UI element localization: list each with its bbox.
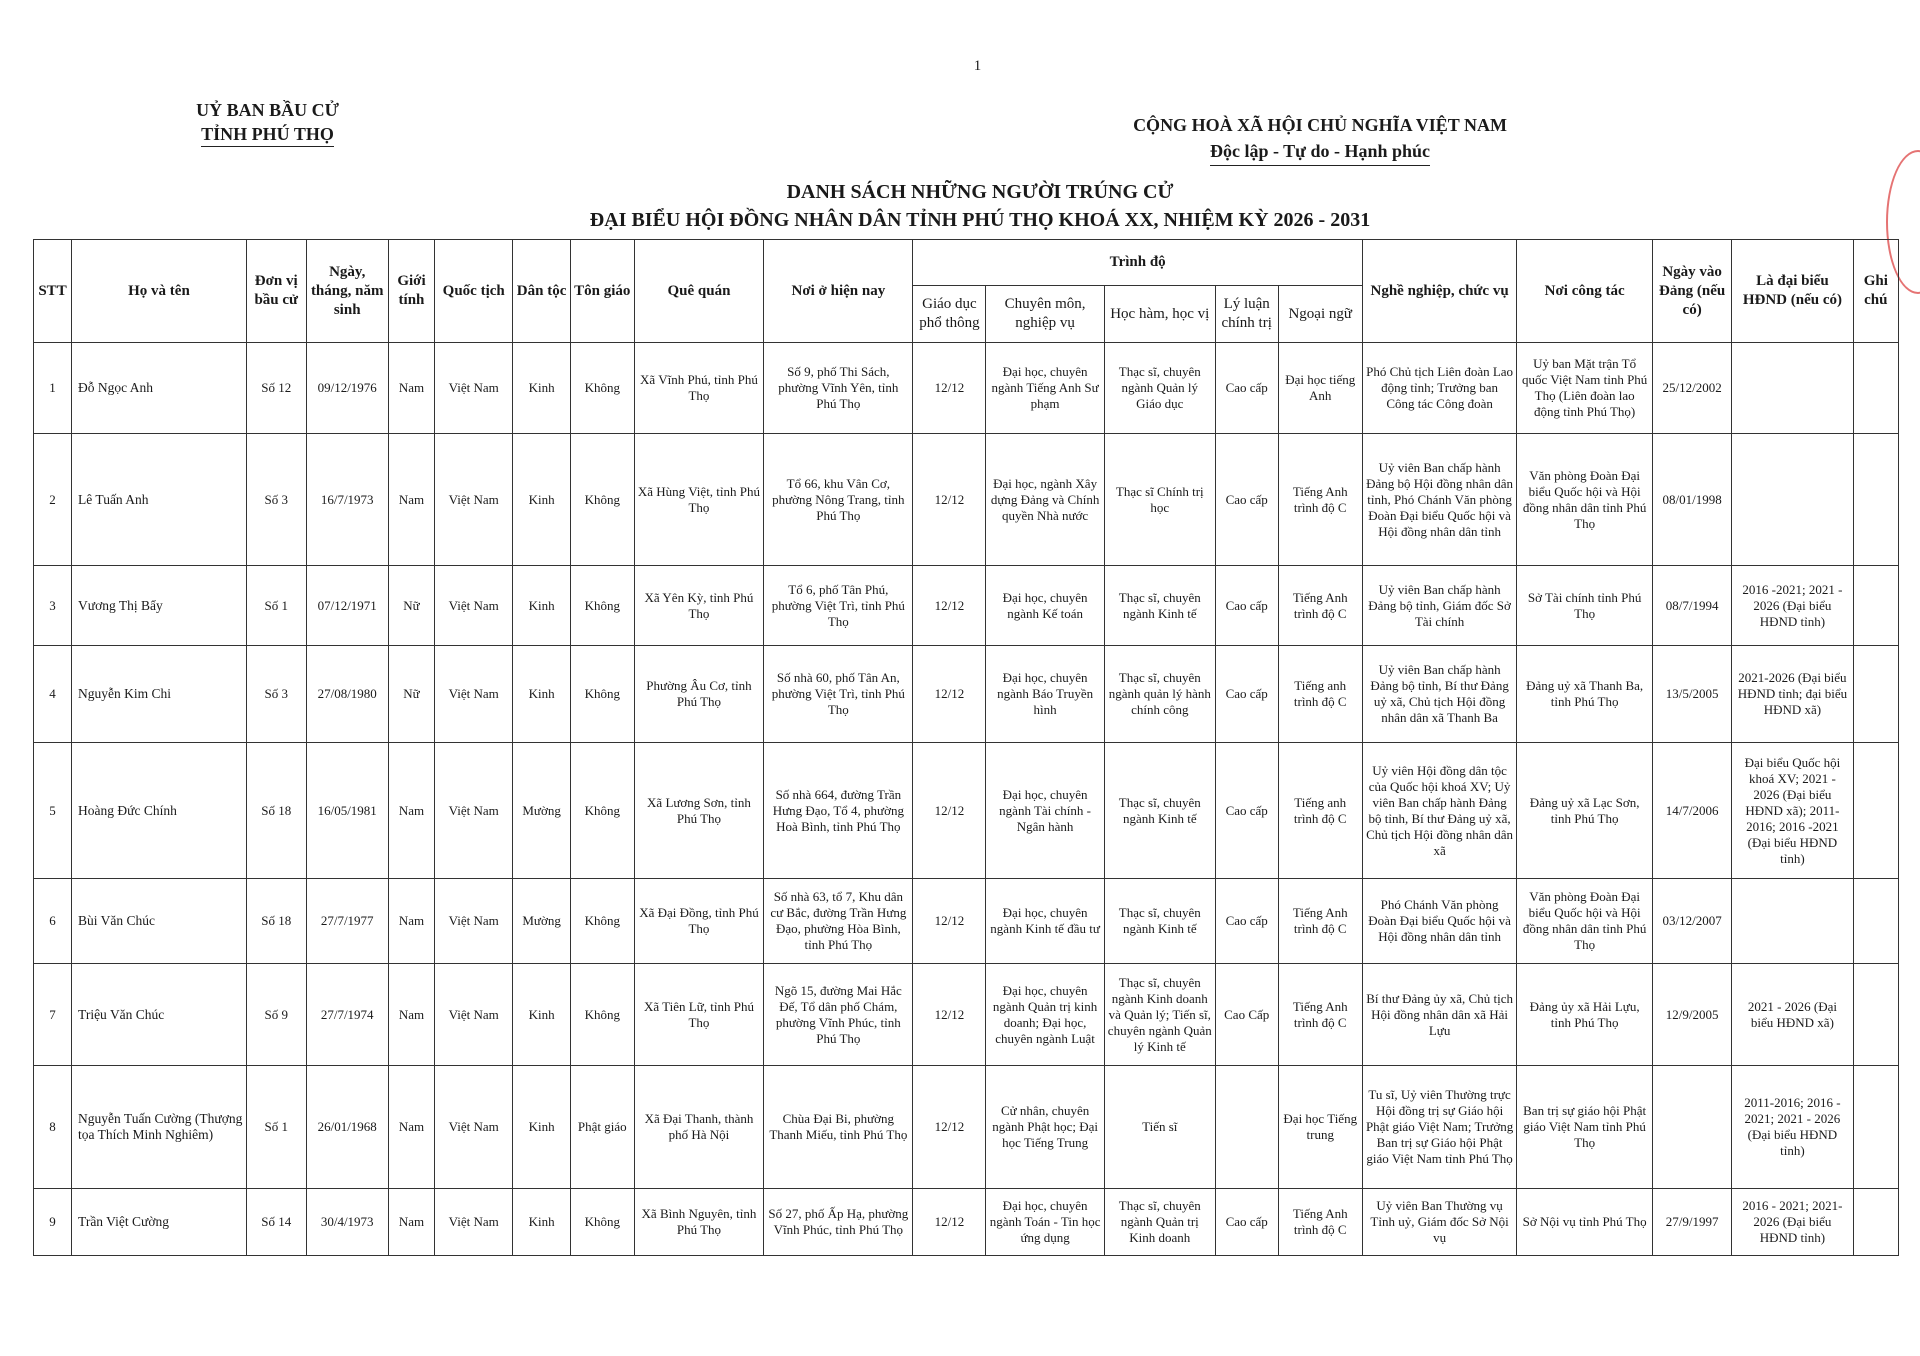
header-nationality: Quốc tịch (435, 240, 513, 343)
cell-degree: Thạc sĩ, chuyên ngành Quản trị Kinh doanh (1104, 1189, 1215, 1256)
cell-hometown: Xã Lương Sơn, tỉnh Phú Thọ (634, 743, 764, 879)
header-delegate: Là đại biểu HĐND (nếu có) (1732, 240, 1853, 343)
cell-ethnicity: Kinh (513, 343, 571, 434)
cell-party-date: 08/7/1994 (1653, 566, 1732, 646)
cell-stt: 3 (34, 566, 72, 646)
cell-residence: Ngõ 15, đường Mai Hắc Đế, Tổ dân phố Chám, phường Vĩnh Phúc, tỉnh Phú Thọ (764, 964, 913, 1066)
cell-party-date (1653, 1066, 1732, 1189)
cell-workplace: Uỷ ban Mặt trận Tổ quốc Việt Nam tỉnh Phú Thọ (Liên đoàn lao động tỉnh Phú Thọ) (1517, 343, 1653, 434)
issuer-line2: TỈNH PHÚ THỌ (201, 122, 334, 147)
cell-note (1853, 566, 1898, 646)
cell-nationality: Việt Nam (435, 646, 513, 743)
cell-degree: Tiến sĩ (1104, 1066, 1215, 1189)
header-religion: Tôn giáo (570, 240, 634, 343)
cell-general: 12/12 (913, 879, 986, 964)
cell-specialty: Đại học, chuyên ngành Toán - Tin học ứng dụng (986, 1189, 1104, 1256)
cell-name: Hoàng Đức Chính (72, 743, 247, 879)
country-header (1085, 112, 1555, 166)
cell-note (1853, 434, 1898, 566)
cell-specialty: Đại học, chuyên ngành Kế toán (986, 566, 1104, 646)
cell-residence: Số 27, phố Ấp Hạ, phường Vĩnh Phúc, tỉnh Phú Thọ (764, 1189, 913, 1256)
cell-delegate: 2011-2016; 2016 - 2021; 2021 - 2026 (Đại biểu HĐND tỉnh) (1732, 1066, 1853, 1189)
cell-note (1853, 1066, 1898, 1189)
cell-politics: Cao cấp (1215, 343, 1278, 434)
header-note: Ghi chú (1853, 240, 1898, 343)
cell-specialty: Đại học, chuyên ngành Tiếng Anh Sư phạm (986, 343, 1104, 434)
cell-degree: Thạc sĩ, chuyên ngành Kinh tế (1104, 566, 1215, 646)
cell-language: Tiếng Anh trình độ C (1278, 434, 1362, 566)
cell-unit: Số 18 (246, 743, 306, 879)
cell-language: Đại học Tiếng trung (1278, 1066, 1362, 1189)
cell-occupation: Uỷ viên Ban Thường vụ Tỉnh uỷ, Giám đốc Sở Nội vụ (1362, 1189, 1516, 1256)
cell-residence: Số nhà 60, phố Tân An, phường Việt Trì, tỉnh Phú Thọ (764, 646, 913, 743)
cell-dob: 16/7/1973 (306, 434, 388, 566)
cell-politics: Cao cấp (1215, 743, 1278, 879)
cell-occupation: Uỷ viên Ban chấp hành Đảng bộ tỉnh, Bí thư Đảng uỷ xã, Chủ tịch Hội đồng nhân dân xã Thanh Ba (1362, 646, 1516, 743)
header-specialty: Chuyên môn, nghiệp vụ (986, 286, 1104, 343)
cell-note (1853, 964, 1898, 1066)
header-dob: Ngày, tháng, năm sinh (306, 240, 388, 343)
cell-occupation: Uỷ viên Hội đồng dân tộc của Quốc hội khoá XV; Uỷ viên Ban chấp hành Đảng bộ tỉnh, Bí thư Đảng uỷ xã, Chủ tịch Hội đồng nhân dân xã (1362, 743, 1516, 879)
cell-party-date: 12/9/2005 (1653, 964, 1732, 1066)
cell-language: Tiếng Anh trình độ C (1278, 879, 1362, 964)
cell-unit: Số 18 (246, 879, 306, 964)
cell-religion: Không (570, 646, 634, 743)
cell-gender: Nam (388, 964, 434, 1066)
cell-party-date: 27/9/1997 (1653, 1189, 1732, 1256)
cell-unit: Số 12 (246, 343, 306, 434)
cell-dob: 16/05/1981 (306, 743, 388, 879)
cell-religion: Không (570, 964, 634, 1066)
cell-nationality: Việt Nam (435, 879, 513, 964)
cell-name: Lê Tuấn Anh (72, 434, 247, 566)
cell-degree: Thạc sĩ, chuyên ngành Quản lý Giáo dục (1104, 343, 1215, 434)
cell-residence: Tổ 6, phố Tân Phú, phường Việt Trì, tỉnh Phú Thọ (764, 566, 913, 646)
cell-gender: Nam (388, 1066, 434, 1189)
cell-workplace: Đảng ủy xã Hải Lựu, tỉnh Phú Thọ (1517, 964, 1653, 1066)
cell-residence: Số nhà 63, tổ 7, Khu dân cư Bắc, đường Trần Hưng Đạo, phường Hòa Bình, tỉnh Phú Thọ (764, 879, 913, 964)
cell-stt: 7 (34, 964, 72, 1066)
header-stt: STT (34, 240, 72, 343)
cell-name: Triệu Văn Chúc (72, 964, 247, 1066)
cell-specialty: Đại học, chuyên ngành Quản trị kinh doanh; Đại học, chuyên ngành Luật (986, 964, 1104, 1066)
cell-workplace: Đảng uỷ xã Lạc Sơn, tỉnh Phú Thọ (1517, 743, 1653, 879)
header-residence: Nơi ở hiện nay (764, 240, 913, 343)
cell-note (1853, 646, 1898, 743)
cell-general: 12/12 (913, 964, 986, 1066)
cell-gender: Nam (388, 879, 434, 964)
cell-delegate (1732, 343, 1853, 434)
cell-stt: 5 (34, 743, 72, 879)
cell-party-date: 13/5/2005 (1653, 646, 1732, 743)
cell-language: Tiếng Anh trình độ C (1278, 964, 1362, 1066)
cell-specialty: Đại học, chuyên ngành Báo Truyền hình (986, 646, 1104, 743)
table-row (34, 566, 1899, 646)
cell-hometown: Xã Bình Nguyên, tỉnh Phú Thọ (634, 1189, 764, 1256)
cell-religion: Không (570, 566, 634, 646)
header-degree: Học hàm, học vị (1104, 286, 1215, 343)
cell-dob: 26/01/1968 (306, 1066, 388, 1189)
cell-occupation: Bí thư Đảng ủy xã, Chủ tịch Hội đồng nhân dân xã Hải Lựu (1362, 964, 1516, 1066)
table-row (34, 434, 1899, 566)
cell-dob: 30/4/1973 (306, 1189, 388, 1256)
cell-ethnicity: Mường (513, 879, 571, 964)
cell-gender: Nam (388, 743, 434, 879)
cell-general: 12/12 (913, 646, 986, 743)
cell-delegate: 2021 - 2026 (Đại biểu HĐND xã) (1732, 964, 1853, 1066)
cell-dob: 27/7/1977 (306, 879, 388, 964)
cell-name: Đỗ Ngọc Anh (72, 343, 247, 434)
cell-unit: Số 14 (246, 1189, 306, 1256)
cell-nationality: Việt Nam (435, 1189, 513, 1256)
table-row (34, 1189, 1899, 1256)
cell-delegate (1732, 434, 1853, 566)
cell-occupation: Phó Chánh Văn phòng Đoàn Đại biểu Quốc hội và Hội đồng nhân dân tỉnh (1362, 879, 1516, 964)
cell-residence: Số 9, phố Thi Sách, phường Vĩnh Yên, tỉnh Phú Thọ (764, 343, 913, 434)
cell-ethnicity: Mường (513, 743, 571, 879)
cell-general: 12/12 (913, 434, 986, 566)
cell-unit: Số 3 (246, 434, 306, 566)
cell-religion: Không (570, 879, 634, 964)
cell-politics: Cao Cấp (1215, 964, 1278, 1066)
cell-nationality: Việt Nam (435, 743, 513, 879)
title-line1: DANH SÁCH NHỮNG NGƯỜI TRÚNG CỬ (786, 181, 1174, 203)
cell-gender: Nữ (388, 646, 434, 743)
table-row (34, 1066, 1899, 1189)
cell-religion: Phật giáo (570, 1066, 634, 1189)
document-title (400, 178, 1560, 234)
cell-specialty: Cử nhân, chuyên ngành Phật học; Đại học Tiếng Trung (986, 1066, 1104, 1189)
cell-nationality: Việt Nam (435, 964, 513, 1066)
header-general-education: Giáo dục phổ thông (913, 286, 986, 343)
cell-religion: Không (570, 743, 634, 879)
cell-religion: Không (570, 1189, 634, 1256)
header-gender: Giới tính (388, 240, 434, 343)
cell-ethnicity: Kinh (513, 566, 571, 646)
cell-delegate: 2016 - 2021; 2021- 2026 (Đại biểu HĐND tỉnh) (1732, 1189, 1853, 1256)
cell-degree: Thạc sĩ, chuyên ngành Kinh tế (1104, 879, 1215, 964)
cell-degree: Thạc sĩ, chuyên ngành quản lý hành chính công (1104, 646, 1215, 743)
cell-hometown: Xã Đại Đồng, tỉnh Phú Thọ (634, 879, 764, 964)
cell-specialty: Đại học, ngành Xây dựng Đảng và Chính quyền Nhà nước (986, 434, 1104, 566)
table-row (34, 879, 1899, 964)
cell-unit: Số 9 (246, 964, 306, 1066)
cell-degree: Thạc sĩ Chính trị học (1104, 434, 1215, 566)
cell-name: Vương Thị Bẩy (72, 566, 247, 646)
cell-stt: 6 (34, 879, 72, 964)
cell-gender: Nam (388, 434, 434, 566)
cell-note (1853, 1189, 1898, 1256)
cell-occupation: Tu sĩ, Uỷ viên Thường trực Hội đồng trị sự Giáo hội Phật giáo Việt Nam; Trưởng Ban trị sự Giáo hội Phật giáo Việt Nam tỉnh Phú Thọ (1362, 1066, 1516, 1189)
cell-delegate (1732, 879, 1853, 964)
cell-nationality: Việt Nam (435, 566, 513, 646)
cell-party-date: 25/12/2002 (1653, 343, 1732, 434)
header-occupation: Nghề nghiệp, chức vụ (1362, 240, 1516, 343)
cell-unit: Số 3 (246, 646, 306, 743)
cell-stt: 4 (34, 646, 72, 743)
header-politics: Lý luận chính trị (1215, 286, 1278, 343)
header-workplace: Nơi công tác (1517, 240, 1653, 343)
header-language: Ngoại ngữ (1278, 286, 1362, 343)
cell-degree: Thạc sĩ, chuyên ngành Kinh doanh và Quản lý; Tiến sĩ, chuyên ngành Quản lý Kinh tế (1104, 964, 1215, 1066)
cell-religion: Không (570, 434, 634, 566)
cell-general: 12/12 (913, 566, 986, 646)
cell-note (1853, 343, 1898, 434)
cell-general: 12/12 (913, 343, 986, 434)
cell-politics (1215, 1066, 1278, 1189)
cell-residence: Chùa Đại Bi, phường Thanh Miếu, tỉnh Phú Thọ (764, 1066, 913, 1189)
cell-nationality: Việt Nam (435, 434, 513, 566)
cell-hometown: Xã Hùng Việt, tỉnh Phú Thọ (634, 434, 764, 566)
cell-party-date: 08/01/1998 (1653, 434, 1732, 566)
elected-delegates-table (33, 239, 1899, 1256)
cell-name: Nguyễn Tuấn Cường (Thượng tọa Thích Minh Nghiêm) (72, 1066, 247, 1189)
cell-dob: 27/08/1980 (306, 646, 388, 743)
cell-ethnicity: Kinh (513, 964, 571, 1066)
cell-specialty: Đại học, chuyên ngành Kinh tế đầu tư (986, 879, 1104, 964)
cell-delegate: Đại biểu Quốc hội khoá XV; 2021 - 2026 (Đại biểu HĐND xã); 2011- 2016; 2016 -2021 (Đại biểu HĐND tỉnh) (1732, 743, 1853, 879)
cell-ethnicity: Kinh (513, 434, 571, 566)
header-name: Họ và tên (72, 240, 247, 343)
cell-name: Nguyễn Kim Chi (72, 646, 247, 743)
cell-name: Trần Việt Cường (72, 1189, 247, 1256)
issuer-header (145, 98, 390, 147)
cell-occupation: Uỷ viên Ban chấp hành Đảng bộ tỉnh, Giám đốc Sở Tài chính (1362, 566, 1516, 646)
cell-nationality: Việt Nam (435, 1066, 513, 1189)
cell-politics: Cao cấp (1215, 1189, 1278, 1256)
cell-workplace: Đảng uỷ xã Thanh Ba, tỉnh Phú Thọ (1517, 646, 1653, 743)
cell-note (1853, 879, 1898, 964)
cell-hometown: Xã Vĩnh Phú, tỉnh Phú Thọ (634, 343, 764, 434)
header-ethnicity: Dân tộc (513, 240, 571, 343)
country-name: CỘNG HOÀ XÃ HỘI CHỦ NGHĨA VIỆT NAM (1133, 115, 1507, 135)
table-row (34, 343, 1899, 434)
table-row (34, 964, 1899, 1066)
cell-delegate: 2016 -2021; 2021 - 2026 (Đại biểu HĐND tỉnh) (1732, 566, 1853, 646)
header-education: Trình độ (913, 240, 1363, 286)
cell-religion: Không (570, 343, 634, 434)
cell-hometown: Xã Đại Thanh, thành phố Hà Nội (634, 1066, 764, 1189)
cell-residence: Số nhà 664, đường Trần Hưng Đạo, Tổ 4, phường Hoà Bình, tỉnh Phú Thọ (764, 743, 913, 879)
cell-delegate: 2021-2026 (Đại biểu HĐND tỉnh; đại biểu HĐND xã) (1732, 646, 1853, 743)
cell-gender: Nữ (388, 566, 434, 646)
cell-unit: Số 1 (246, 1066, 306, 1189)
cell-ethnicity: Kinh (513, 1066, 571, 1189)
cell-general: 12/12 (913, 1189, 986, 1256)
cell-ethnicity: Kinh (513, 1189, 571, 1256)
cell-hometown: Xã Yên Kỳ, tỉnh Phú Thọ (634, 566, 764, 646)
cell-occupation: Phó Chủ tịch Liên đoàn Lao động tỉnh; Trưởng ban Công tác Công đoàn (1362, 343, 1516, 434)
cell-party-date: 03/12/2007 (1653, 879, 1732, 964)
cell-nationality: Việt Nam (435, 343, 513, 434)
cell-degree: Thạc sĩ, chuyên ngành Kinh tế (1104, 743, 1215, 879)
cell-workplace: Ban trị sự giáo hội Phật giáo Việt Nam tỉnh Phú Thọ (1517, 1066, 1653, 1189)
cell-politics: Cao cấp (1215, 566, 1278, 646)
table-row (34, 743, 1899, 879)
table-row (34, 646, 1899, 743)
cell-hometown: Phường Âu Cơ, tỉnh Phú Thọ (634, 646, 764, 743)
cell-general: 12/12 (913, 1066, 986, 1189)
header-party-date: Ngày vào Đảng (nếu có) (1653, 240, 1732, 343)
cell-language: Tiếng anh trình độ C (1278, 743, 1362, 879)
cell-unit: Số 1 (246, 566, 306, 646)
header-unit: Đơn vị bầu cử (246, 240, 306, 343)
cell-language: Tiếng Anh trình độ C (1278, 1189, 1362, 1256)
issuer-line1: UỶ BAN BẦU CỬ (196, 100, 339, 120)
cell-dob: 07/12/1971 (306, 566, 388, 646)
cell-stt: 9 (34, 1189, 72, 1256)
cell-language: Tiếng anh trình độ C (1278, 646, 1362, 743)
cell-politics: Cao cấp (1215, 646, 1278, 743)
cell-hometown: Xã Tiên Lữ, tỉnh Phú Thọ (634, 964, 764, 1066)
title-line2: ĐẠI BIỂU HỘI ĐỒNG NHÂN DÂN TỈNH PHÚ THỌ KHOÁ XX, NHIỆM KỲ 2026 - 2031 (589, 209, 1371, 231)
cell-workplace: Sở Tài chính tỉnh Phú Thọ (1517, 566, 1653, 646)
cell-stt: 1 (34, 343, 72, 434)
cell-language: Tiếng Anh trình độ C (1278, 566, 1362, 646)
cell-gender: Nam (388, 1189, 434, 1256)
cell-gender: Nam (388, 343, 434, 434)
cell-specialty: Đại học, chuyên ngành Tài chính - Ngân hành (986, 743, 1104, 879)
country-motto: Độc lập - Tự do - Hạnh phúc (1210, 138, 1430, 166)
cell-dob: 27/7/1974 (306, 964, 388, 1066)
header-hometown: Quê quán (634, 240, 764, 343)
cell-name: Bùi Văn Chúc (72, 879, 247, 964)
cell-stt: 8 (34, 1066, 72, 1189)
cell-occupation: Uỷ viên Ban chấp hành Đảng bộ Hội đồng nhân dân tỉnh, Phó Chánh Văn phòng Đoàn Đại biểu Quốc hội và Hội đồng nhân dân tỉnh (1362, 434, 1516, 566)
cell-politics: Cao cấp (1215, 434, 1278, 566)
cell-workplace: Sở Nội vụ tỉnh Phú Thọ (1517, 1189, 1653, 1256)
cell-stt: 2 (34, 434, 72, 566)
cell-politics: Cao cấp (1215, 879, 1278, 964)
cell-workplace: Văn phòng Đoàn Đại biểu Quốc hội và Hội đồng nhân dân tỉnh Phú Thọ (1517, 434, 1653, 566)
cell-residence: Tổ 66, khu Vân Cơ, phường Nông Trang, tỉnh Phú Thọ (764, 434, 913, 566)
cell-note (1853, 743, 1898, 879)
cell-dob: 09/12/1976 (306, 343, 388, 434)
cell-party-date: 14/7/2006 (1653, 743, 1732, 879)
cell-workplace: Văn phòng Đoàn Đại biểu Quốc hội và Hội đồng nhân dân tỉnh Phú Thọ (1517, 879, 1653, 964)
page-number: 1 (973, 58, 982, 74)
cell-general: 12/12 (913, 743, 986, 879)
cell-language: Đại học tiếng Anh (1278, 343, 1362, 434)
cell-ethnicity: Kinh (513, 646, 571, 743)
